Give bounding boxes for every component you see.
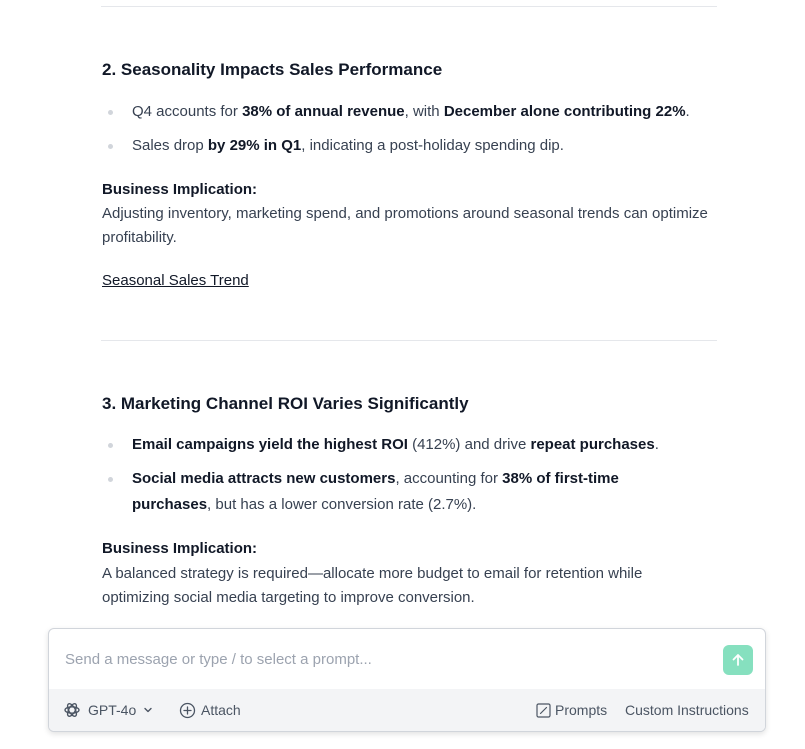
prompts-button[interactable]: [536, 689, 607, 731]
chevron-down-icon: [142, 704, 154, 716]
list-item: Email campaigns yield the highest ROI (412%) and drive repeat purchases.: [132, 432, 717, 458]
bullet-dot: [108, 477, 113, 482]
list-item: Social media attracts new customers, accounting for 38% of first-time purchases, but has a lower conversion rate (2.7%).: [132, 466, 692, 518]
prompt-edit-icon: [536, 703, 551, 718]
model-selector[interactable]: [63, 689, 154, 731]
section-divider: [101, 340, 717, 341]
model-label: GPT-4o: [88, 702, 137, 718]
bullet-dot: [108, 443, 113, 448]
list-item: Q4 accounts for 38% of annual revenue, with December alone contributing 22%.: [132, 99, 717, 125]
custom-instructions-label: Custom Instructions: [625, 702, 749, 718]
attach-label: Attach: [201, 702, 241, 718]
composer-toolbar: [49, 689, 765, 731]
implication-text: A balanced strategy is required—allocate more budget to email for retention while optimizing social media targeting to improve conversion.: [102, 565, 643, 606]
seasonal-sales-trend-link[interactable]: Seasonal Sales Trend: [102, 272, 249, 289]
implication-text: Adjusting inventory, marketing spend, and promotions around seasonal trends can optimize profitability.: [102, 205, 708, 246]
arrow-up-icon: [730, 652, 746, 668]
prompts-label: Prompts: [555, 702, 608, 718]
custom-instructions-button[interactable]: [625, 689, 749, 731]
send-button[interactable]: [723, 645, 753, 675]
bullet-dot: [108, 144, 113, 149]
implication-label: Business Implication:: [102, 181, 258, 198]
bullet-dot: [108, 110, 113, 115]
implication-label: Business Implication:: [102, 540, 258, 557]
section-heading: 2. Seasonality Impacts Sales Performance: [102, 60, 443, 79]
section-divider: [101, 6, 717, 7]
message-input[interactable]: [65, 647, 685, 671]
section-heading: 3. Marketing Channel ROI Varies Significantly: [102, 394, 469, 413]
plus-circle-icon: [179, 702, 196, 719]
list-item: Sales drop by 29% in Q1, indicating a post-holiday spending dip.: [132, 133, 717, 159]
openai-logo-icon: [63, 701, 81, 719]
message-composer: [48, 628, 766, 732]
attach-button[interactable]: [179, 689, 241, 731]
